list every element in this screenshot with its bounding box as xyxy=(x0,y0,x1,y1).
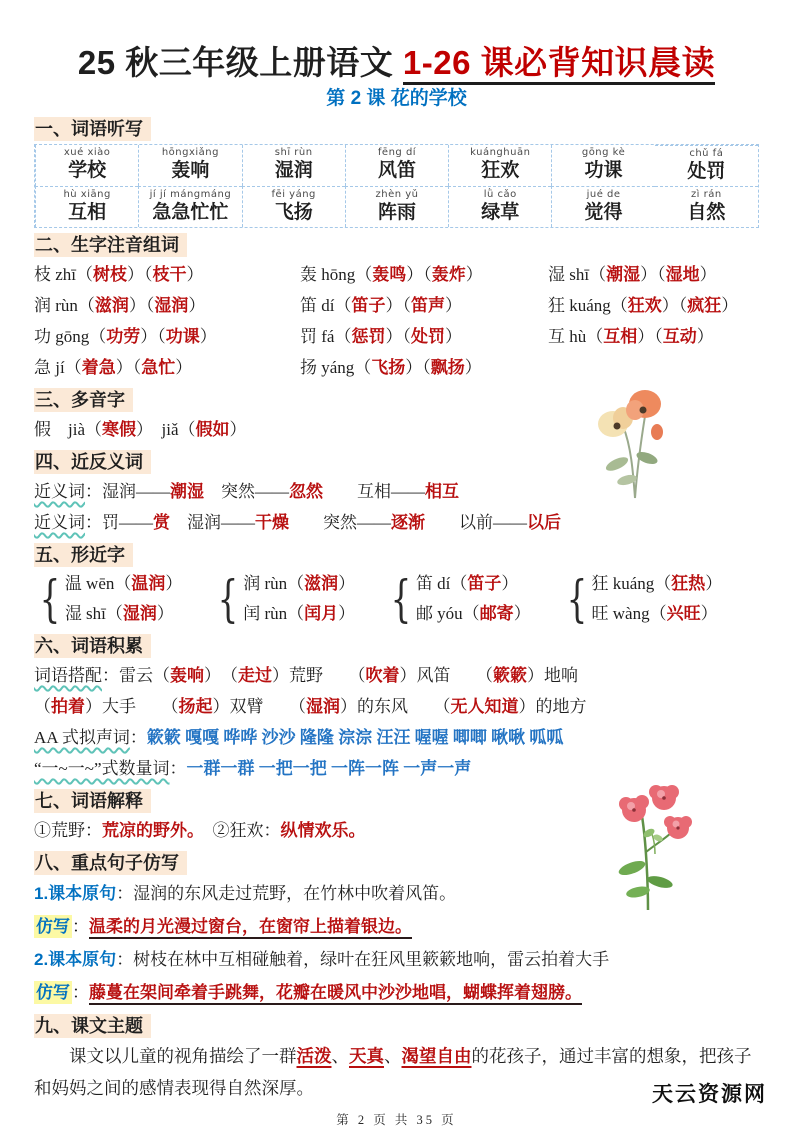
text-segment: ）（ xyxy=(406,265,432,284)
text-segment: 狂欢 xyxy=(627,296,662,315)
pinyin-label: lǜ cǎo xyxy=(483,189,517,200)
text-segment: 闰 rùn（ xyxy=(243,604,305,623)
text-segment: 忽然 xyxy=(289,482,323,501)
text-segment: ） xyxy=(700,604,718,623)
text-segment: 处罚 xyxy=(410,327,445,346)
word-label: 湿润 xyxy=(274,160,313,181)
text-segment: ） （ xyxy=(204,666,238,685)
dictation-table-cell xyxy=(655,145,758,186)
text-segment: 轰 hōng（ xyxy=(300,265,373,284)
zuci-entry xyxy=(34,352,300,383)
text-segment: ） xyxy=(705,574,723,593)
text-segment: “一~一~”式数量词 xyxy=(34,759,170,778)
text-segment: 一群一群 一把一把 一阵一阵 一声一声 xyxy=(186,759,472,778)
text-segment: ）荒野 （ xyxy=(272,666,366,685)
text-segment: 功劳 xyxy=(106,327,141,346)
pinyin-label: jué de xyxy=(586,189,621,200)
text-segment: ： xyxy=(72,983,89,1002)
text-segment: 滋润 xyxy=(304,574,339,593)
text-segment: 湿润 xyxy=(306,697,340,716)
text-segment: 着急 xyxy=(81,358,116,377)
text-segment: ） xyxy=(338,604,356,623)
text-segment: 以前—— xyxy=(425,513,527,532)
synonym-line xyxy=(34,476,759,507)
pinyin-label: zhèn yǔ xyxy=(375,189,419,200)
pinyin-label: zì rán xyxy=(690,189,722,200)
dictation-table-cell xyxy=(551,145,654,186)
text-segment: 近义词 xyxy=(34,513,85,532)
text-segment: ： xyxy=(169,759,187,778)
text-segment: 笛子 xyxy=(467,574,502,593)
zuci-entry xyxy=(548,259,759,290)
section-7-heading: 七、词语解释 xyxy=(34,790,759,812)
word-label: 飞扬 xyxy=(274,202,313,223)
zuci-entry xyxy=(548,321,759,352)
word-label: 狂欢 xyxy=(481,160,520,181)
text-segment: 互 hù（ xyxy=(548,327,604,346)
word-label: 风笛 xyxy=(377,160,416,181)
word-label: 绿草 xyxy=(481,202,520,223)
text-segment: 近义词 xyxy=(34,482,85,501)
text-segment: ： xyxy=(129,728,147,747)
word-label: 功课 xyxy=(584,160,623,181)
text-segment: 互动 xyxy=(662,327,697,346)
theme-paragraph xyxy=(34,1040,759,1104)
text-segment: ）（ xyxy=(385,296,411,315)
text-segment: 假如 xyxy=(195,420,230,439)
text-segment: 、 xyxy=(331,1046,349,1066)
text-segment: 潮湿 xyxy=(606,265,641,284)
text-segment: 罚 fá（ xyxy=(300,327,352,346)
text-segment: 互相—— xyxy=(323,482,425,501)
onomatopoeia-line xyxy=(34,722,759,753)
text-segment: ） xyxy=(464,358,482,377)
title-black-part: 25 秋三年级上册语文 xyxy=(77,44,403,81)
pinyin-label: chǔ fá xyxy=(689,148,724,159)
text-segment: 、 xyxy=(384,1046,402,1066)
text-segment: ） xyxy=(199,327,217,346)
section-9-heading: 九、课文主题 xyxy=(34,1015,759,1037)
text-segment: 笛声 xyxy=(410,296,445,315)
pinyin-label: hù xiāng xyxy=(63,189,111,200)
text-segment: 湿润 xyxy=(154,296,189,315)
zuci-entry xyxy=(300,321,548,352)
text-segment: ）（ xyxy=(140,327,166,346)
text-segment: ： xyxy=(72,917,89,936)
text-segment: ）（ xyxy=(385,327,411,346)
word-label: 学校 xyxy=(68,160,107,181)
text-segment: 狂热 xyxy=(671,574,706,593)
dictation-table-cell xyxy=(655,186,758,227)
text-segment: ） xyxy=(444,296,462,315)
text-segment: 邮 yóu（ xyxy=(415,604,480,623)
text-segment: 湿 shī（ xyxy=(64,604,123,623)
text-segment: 急忙 xyxy=(141,358,176,377)
text-segment: 纵情欢乐。 xyxy=(280,821,366,840)
text-segment: 干燥 xyxy=(255,513,289,532)
text-segment: ） xyxy=(699,265,717,284)
text-segment: 笛 dí（ xyxy=(300,296,352,315)
pinyin-label: fēi yáng xyxy=(271,189,316,200)
pinyin-label: fēng dí xyxy=(377,147,417,158)
text-segment: 狂 kuáng（ xyxy=(548,296,628,315)
zuci-line xyxy=(34,321,759,352)
page-number: 第 2 页 共 35 页 xyxy=(336,1113,457,1127)
zuci-list xyxy=(34,259,759,383)
text-segment: ） xyxy=(444,327,462,346)
text-segment: 惩罚 xyxy=(351,327,386,346)
page-title xyxy=(34,40,759,86)
text-segment: 湿 shī（ xyxy=(548,265,607,284)
section-8-heading: 八、重点句子仿写 xyxy=(34,852,759,874)
dictation-table-cell xyxy=(35,186,138,227)
text-segment: 湿润—— xyxy=(170,513,255,532)
zuci-line xyxy=(34,259,759,290)
text-segment: 轰鸣 xyxy=(372,265,407,284)
text-segment: 1.课本原句 xyxy=(34,884,117,903)
text-segment: ②狂欢： xyxy=(195,821,281,840)
text-segment: 兴旺 xyxy=(666,604,701,623)
text-segment: 寒假 xyxy=(102,420,136,439)
text-segment: 簌簌 xyxy=(493,666,527,685)
zuci-entry xyxy=(548,352,759,383)
text-segment: 旺 wàng（ xyxy=(591,604,667,623)
text-segment: 急 jí（ xyxy=(34,358,82,377)
xingjinzi-bottom xyxy=(416,599,531,629)
dictation-table xyxy=(34,144,759,228)
zuci-entry xyxy=(34,259,300,290)
xingjinzi-bottom xyxy=(243,599,355,629)
xingjinzi-groups xyxy=(34,569,759,629)
dictation-table-cell xyxy=(242,186,345,227)
word-label: 觉得 xyxy=(584,202,623,223)
dictation-table-cell xyxy=(345,186,448,227)
xingjinzi-top xyxy=(243,569,355,599)
text-segment: 词语搭配 xyxy=(34,666,102,685)
imitation-sentence-2 xyxy=(34,976,759,1009)
text-segment: 枝 zhī（ xyxy=(34,265,94,284)
xingjinzi-group xyxy=(34,569,182,629)
text-segment: 飘扬 xyxy=(430,358,465,377)
zuci-entry xyxy=(300,290,548,321)
text-segment: 2.课本原句 xyxy=(34,950,117,969)
xingjinzi-group xyxy=(385,569,531,629)
section-3-heading: 三、多音字 xyxy=(34,389,759,411)
pinyin-label: hōngxiǎng xyxy=(161,147,219,158)
text-segment: 轰响 xyxy=(170,666,204,685)
original-sentence-2 xyxy=(34,943,759,976)
text-segment: ）（ xyxy=(661,296,688,315)
imitation-sentence-1 xyxy=(34,910,759,943)
text-segment: 荒凉的野外。 xyxy=(102,821,196,840)
text-segment: 相互 xyxy=(425,482,459,501)
text-segment: 簌簌 嘎嘎 哗哗 沙沙 隆隆 淙淙 汪汪 喔喔 唧唧 啾啾 呱呱 xyxy=(146,728,564,747)
text-segment: 狂 kuáng（ xyxy=(591,574,672,593)
text-segment: 树枝 xyxy=(93,265,128,284)
collocation-line-1 xyxy=(34,660,759,691)
section-4-heading: 四、近反义词 xyxy=(34,451,759,473)
zuci-entry xyxy=(300,352,548,383)
text-segment: ：湿润—— xyxy=(85,482,170,501)
text-segment: 天真 xyxy=(349,1046,384,1066)
text-segment: 温润 xyxy=(131,574,166,593)
text-segment: ） xyxy=(165,574,183,593)
text-segment: 潮湿 xyxy=(170,482,204,501)
text-segment: （ xyxy=(34,697,51,716)
zuci-line xyxy=(34,352,759,383)
xingjinzi-top xyxy=(592,569,723,599)
xingjinzi-top xyxy=(416,569,531,599)
text-segment: ） xyxy=(338,574,356,593)
text-segment: ）（ xyxy=(128,296,155,315)
dictation-table-cell xyxy=(242,145,345,186)
antonym-line xyxy=(34,507,759,538)
text-segment: 的花孩子，通过丰富的想象，把孩子和妈妈之间的感情表现得自然深厚。 xyxy=(34,1046,752,1098)
text-segment: 飞扬 xyxy=(371,358,406,377)
text-segment: 湿润 xyxy=(122,604,157,623)
definitions-line xyxy=(34,815,759,846)
text-segment: 功 gōng（ xyxy=(34,327,107,346)
title-red-part: 1-26 课必背知识晨读 xyxy=(403,44,715,85)
pinyin-label: gōng kè xyxy=(581,147,626,158)
xingjinzi-group xyxy=(212,569,355,629)
zuci-line xyxy=(34,290,759,321)
text-segment: 温 wēn（ xyxy=(64,574,132,593)
section-5-heading: 五、形近字 xyxy=(34,544,759,566)
xingjinzi-bottom xyxy=(592,599,723,629)
xingjinzi-bottom xyxy=(65,599,183,629)
text-segment: 活泼 xyxy=(296,1046,332,1066)
text-segment: ）的东风 （ xyxy=(340,697,451,716)
dictation-table-cell xyxy=(138,186,241,227)
text-segment: ）（ xyxy=(127,265,153,284)
text-segment: 润 rùn（ xyxy=(34,296,95,315)
text-segment: ） xyxy=(513,604,531,623)
word-label: 互相 xyxy=(68,202,107,223)
word-label: 处罚 xyxy=(687,161,726,182)
xingjinzi-top xyxy=(65,569,183,599)
text-segment: ） xyxy=(186,265,204,284)
text-segment: 突然—— xyxy=(204,482,289,501)
dictation-table-cell xyxy=(448,186,551,227)
text-segment: 假 jià（ xyxy=(34,420,102,439)
xingjinzi-group xyxy=(561,569,723,629)
text-segment: ） xyxy=(188,296,206,315)
text-segment: 功课 xyxy=(165,327,200,346)
text-segment: ） xyxy=(501,574,519,593)
text-segment: ：雷云（ xyxy=(102,666,170,685)
dictation-table-cell xyxy=(35,145,138,186)
word-label: 自然 xyxy=(687,202,726,223)
text-segment: 邮寄 xyxy=(479,604,514,623)
text-segment: ：罚—— xyxy=(85,513,153,532)
text-segment: ）双臂 （ xyxy=(212,697,306,716)
text-segment: ） jiǎ（ xyxy=(136,420,196,439)
zuci-entry xyxy=(300,259,548,290)
section-2-heading: 二、生字注音组词 xyxy=(34,234,759,256)
original-sentence-1 xyxy=(34,877,759,910)
text-segment: 藤蔓在架间牵着手跳舞，花瓣在暖风中沙沙地唱，蝴蝶挥着翅膀。 xyxy=(89,983,582,1002)
pinyin-label: shī rùn xyxy=(274,147,313,158)
text-segment: ） xyxy=(175,358,193,377)
section-1-heading: 一、词语听写 xyxy=(34,118,759,140)
pinyin-label: kuánghuān xyxy=(470,147,531,158)
text-segment: 以后 xyxy=(527,513,561,532)
text-segment: 扬 yáng（ xyxy=(300,358,372,377)
text-segment: 温柔的月光漫过窗台，在窗帘上描着银边。 xyxy=(89,917,412,936)
text-segment: ）地响 xyxy=(527,666,578,685)
pinyin-label: jí jí mángmáng xyxy=(149,189,232,200)
text-segment: 赏 xyxy=(153,513,170,532)
zuci-entry xyxy=(34,321,300,352)
text-segment: 扬起 xyxy=(178,697,213,716)
text-segment: ） xyxy=(465,265,483,284)
text-segment: ） xyxy=(229,420,247,439)
text-segment: 仿写 xyxy=(36,983,70,1002)
duoyinzi-line xyxy=(34,414,759,445)
watermark: 天云资源网 xyxy=(652,1083,767,1106)
text-segment: ） xyxy=(156,604,174,623)
text-segment: 润 rùn（ xyxy=(243,574,305,593)
text-segment: ）（ xyxy=(640,265,666,284)
text-segment: ） xyxy=(696,327,714,346)
text-segment: 走过 xyxy=(238,666,272,685)
dictation-table-cell xyxy=(551,186,654,227)
text-segment: ：树枝在林中互相碰触着，绿叶在狂风里簌簌地响，雷云拍着大手 xyxy=(116,950,610,969)
quantifier-line xyxy=(34,753,759,784)
text-segment: 仿写 xyxy=(36,917,70,936)
zuci-entry xyxy=(34,290,300,321)
text-segment: 笛子 xyxy=(351,296,386,315)
word-label: 阵雨 xyxy=(377,202,416,223)
zuci-entry xyxy=(548,290,759,321)
text-segment: 滋润 xyxy=(94,296,129,315)
word-label: 轰响 xyxy=(171,160,210,181)
text-segment: AA 式拟声词 xyxy=(34,728,130,747)
text-segment: 疯狂 xyxy=(687,296,722,315)
text-segment: ：湿润的东风走过荒野，在竹林中吹着风笛。 xyxy=(116,884,457,903)
text-segment: 拍着 xyxy=(51,697,85,716)
text-segment: ）风笛 （ xyxy=(399,666,493,685)
text-segment: 笛 dí（ xyxy=(415,574,468,593)
text-segment: 突然—— xyxy=(289,513,391,532)
text-segment: 逐渐 xyxy=(391,513,425,532)
word-label: 急急忙忙 xyxy=(152,202,229,223)
pinyin-label: xué xiào xyxy=(63,147,111,158)
text-segment: 吹着 xyxy=(365,666,400,685)
text-segment: ）（ xyxy=(637,327,663,346)
text-segment: ）的地方 xyxy=(518,697,587,716)
dictation-table-cell xyxy=(345,145,448,186)
text-segment: ） xyxy=(721,296,739,315)
text-segment: ）（ xyxy=(405,358,431,377)
dictation-table-cell xyxy=(138,145,241,186)
text-segment: 无人知道 xyxy=(450,697,519,716)
section-6-heading: 六、词语积累 xyxy=(34,635,759,657)
collocation-line-2 xyxy=(34,691,759,722)
text-segment: 闰月 xyxy=(304,604,339,623)
text-segment: 轰炸 xyxy=(431,265,466,284)
text-segment: ①荒野： xyxy=(34,821,102,840)
dictation-table-cell xyxy=(448,145,551,186)
text-segment: 渴望自由 xyxy=(401,1046,472,1066)
text-segment: ）（ xyxy=(115,358,142,377)
text-segment: ）大手 （ xyxy=(85,697,179,716)
text-segment: 课文以儿童的视角描绘了一群 xyxy=(69,1046,297,1066)
text-segment: 湿地 xyxy=(665,265,700,284)
lesson-subtitle: 第 2 课 花的学校 xyxy=(326,88,467,109)
text-segment: 枝干 xyxy=(152,265,187,284)
text-segment: 互相 xyxy=(603,327,638,346)
